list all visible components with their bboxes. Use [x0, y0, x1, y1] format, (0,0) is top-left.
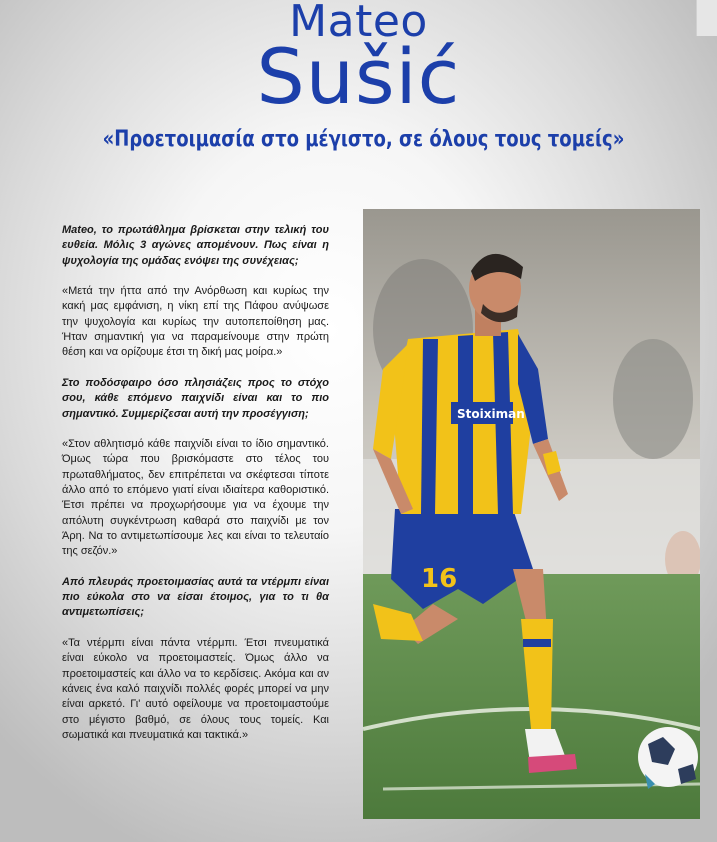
question-1: Mateo, το πρωτάθλημα βρίσκεται στην τελική του ευθεία. Μόλις 3 αγώνες απομένουν. Πως είναι η ψυχολογία της ομάδας ενόψει της συνέχειας;: [62, 224, 329, 267]
player-first-name: Mateo: [289, 0, 428, 47]
answer-1: «Μετά την ήττα από την Ανόρθωση και κυρίως την κακή μας εμφάνιση, η νίκη επί της Πάφου ανύψωσε την ψυχολογία και κυρίως την αυτοπεποίθηση μας. Ήταν σημαντική για να παραμείνουμε στην πρώτη θέση και να ορίζουμε έτσι τη δική μας μοίρα.»: [62, 285, 329, 359]
svg-text:16: 16: [421, 564, 458, 594]
question-2: Στο ποδόσφαιρο όσο πλησιάζεις προς το στόχο σου, κάθε επόμενο παιχνίδι είναι και το πιο σημαντικό. Συμμερίζεσαι αυτή την προσέγγιση;: [62, 376, 329, 420]
shirt-sponsor: Stoiximan: [457, 407, 525, 421]
headline-quote: «Προετοιμασία στο μέγιστο, σε όλους τους τομείς»: [102, 127, 625, 152]
player-last-name: Sušić: [256, 32, 461, 121]
answer-2: «Στον αθλητισμό κάθε παιχνίδι είναι το ίδιο σημαντικό. Όμως τώρα που βρισκόμαστε στο τέλος του πρωταθλήματος, δεν επιτρέπεται να σκέφτεσαι τίποτε άλλο από το επόμενο γιατί είναι ιδιαίτερα καθοριστικό. Έτσι πρέπει να προχωρήσουμε για να έχουμε την απόλυτη συγκέντρωση καθαρά στο παιχνίδι με τον Άρη. Να το αντιμετωπίσουμε λες και είναι το τελευταίο της σεζόν.»: [62, 438, 329, 558]
interview-text: [62, 223, 329, 758]
player-illustration: [363, 209, 700, 819]
player-photo: [363, 209, 700, 819]
question-3: Από πλευράς προετοιμασίας αυτά τα ντέρμπι είναι πιο εύκολα στο να είσαι έτοιμος, για το τι θα αντιμετωπίσεις;: [62, 575, 329, 619]
football: [638, 727, 698, 789]
answer-3: «Τα ντέρμπι είναι πάντα ντέρμπι. Έτσι πνευματικά είναι εύκολο να προετοιμαστείς. Όμως άλλο να προετοιμαστείς και άλλο να το κερδίσεις. Ακόμα και αν κάνεις ένα καλό παιχνίδι πολλές φορές μπορεί να μην είναι αρκετό. Γι' αυτό οφείλουμε να προετοιμαστούμε στο μέγιστο βαθμό, σε όλους τους τομείς. Και σωματικά και πνευματικά και τακτικά.»: [62, 637, 329, 741]
